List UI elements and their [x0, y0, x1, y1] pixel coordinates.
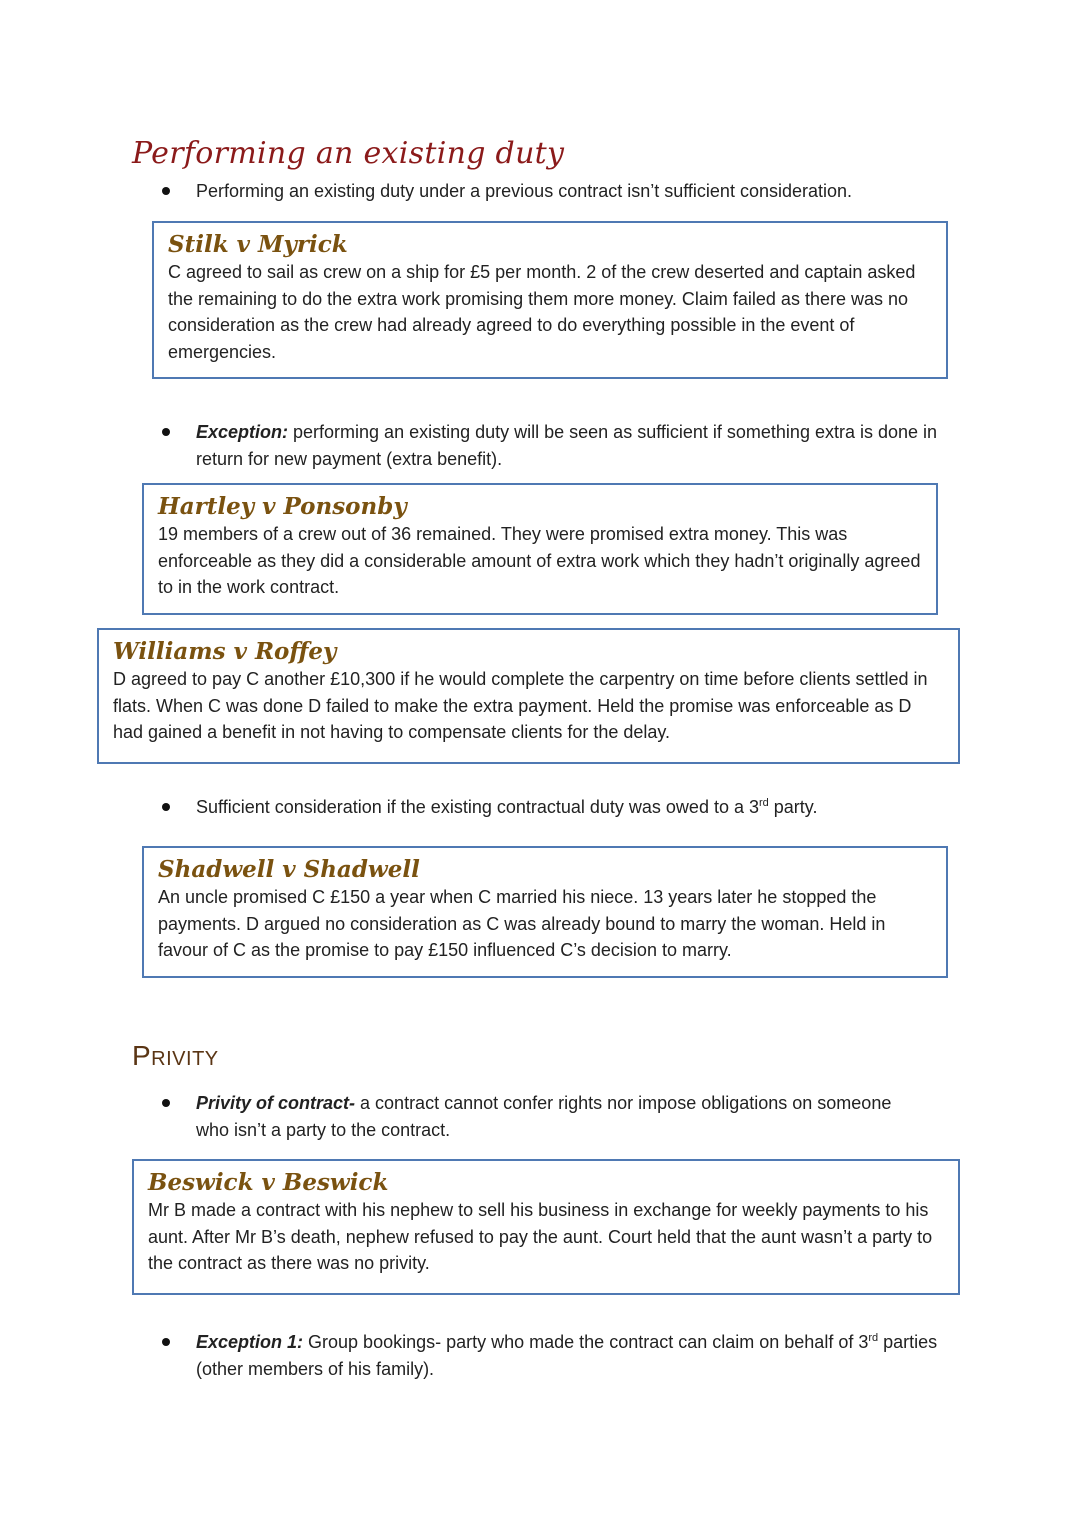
case-box-williams-v-roffey: [97, 628, 960, 764]
case-box-hartley-v-ponsonby: [142, 483, 938, 615]
bullet-text: a contract cannot confer rights nor impose obligations on someone who isn’t a party to the contract.: [196, 1093, 892, 1140]
bullet-text: Performing an existing duty under a previous contract isn’t sufficient consideration.: [196, 181, 853, 201]
case-box-stilk-v-myrick: [152, 221, 948, 379]
bullet-third-party-duty: [162, 794, 952, 824]
bullet-privity-of-contract: [162, 1090, 952, 1146]
case-body: An uncle promised C £150 a year when C married his niece. 13 years later he stopped the payments. D argued no consideration as C was already bound to marry the woman. Held in favour of C as the promise to pay £150 influenced C’s decision to marry.: [158, 887, 886, 960]
bullet-text-end: party.: [768, 797, 818, 817]
bullet-text: Sufficient consideration if the existing contractual duty was owed to a 3: [196, 797, 759, 817]
bullet-text: Group bookings- party who made the contract can claim on behalf of 3: [303, 1332, 869, 1352]
case-body: C agreed to sail as crew on a ship for £5 per month. 2 of the crew deserted and captain asked the remaining to do the extra work promising them more money. Claim failed as there was no consideration as the crew had already agreed to do everything possible in the event of emergencies.: [168, 262, 916, 362]
section-heading-privity: Privity: [132, 1040, 219, 1071]
superscript: rd: [868, 1332, 879, 1344]
bullet-text-end: parties (other members of his family).: [196, 1332, 938, 1379]
case-box-beswick-v-beswick: [132, 1159, 960, 1295]
case-title: Williams v Roffey: [113, 638, 337, 665]
bullet-exception-extra-benefit: [162, 419, 952, 475]
superscript: rd: [759, 797, 769, 809]
bullet-dot-icon: [162, 803, 170, 811]
bullet-text: performing an existing duty will be seen as sufficient if something extra is done in return for new payment (extra benefit).: [196, 422, 938, 469]
case-title: Hartley v Ponsonby: [158, 493, 407, 520]
bullet-dot-icon: [162, 187, 170, 195]
case-title: Beswick v Beswick: [148, 1169, 389, 1196]
bullet-label: Exception:: [196, 422, 289, 442]
case-box-shadwell-v-shadwell: [142, 846, 948, 978]
bullet-dot-icon: [162, 1338, 170, 1346]
case-body: D agreed to pay C another £10,300 if he would complete the carpentry on time before clients settled in flats. When C was done D failed to make the extra payment. Held the promise was enforceable as D had gained a benefit in not having to compensate clients for the delay.: [113, 669, 928, 742]
bullet-exception-group-bookings: [162, 1329, 962, 1385]
bullet-label: Exception 1:: [196, 1332, 304, 1352]
bullet-dot-icon: [162, 428, 170, 436]
bullet-dot-icon: [162, 1099, 170, 1107]
bullet-label: Privity of contract-: [196, 1093, 356, 1113]
section-heading-performing-existing-duty: Performing an existing duty: [132, 136, 565, 171]
case-body: 19 members of a crew out of 36 remained. They were promised extra money. This was enforceable as they did a considerable amount of extra work which they hadn’t originally agreed to in the work contract.: [158, 524, 921, 597]
bullet-existing-duty-rule: [162, 178, 962, 208]
case-title: Shadwell v Shadwell: [158, 856, 420, 883]
case-title: Stilk v Myrick: [168, 231, 348, 258]
case-body: Mr B made a contract with his nephew to sell his business in exchange for weekly payments to his aunt. After Mr B’s death, nephew refused to pay the aunt. Court held that the aunt wasn’t a party to the contract as there was no privity.: [148, 1200, 933, 1273]
